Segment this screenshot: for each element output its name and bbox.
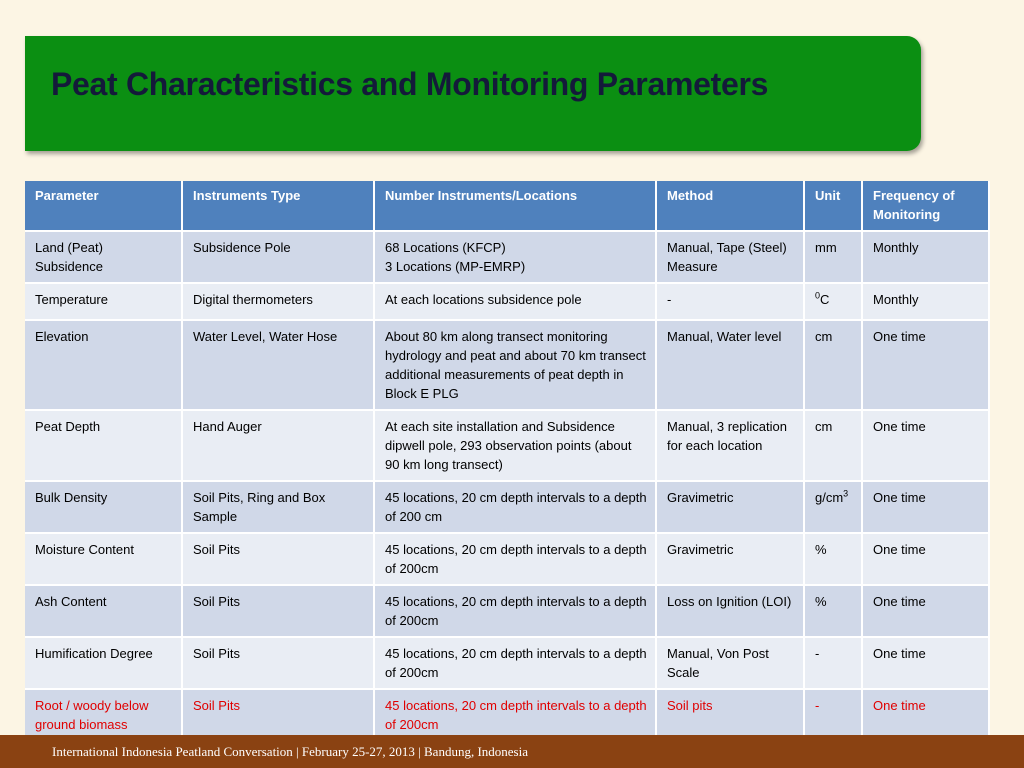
cell-unit [805,482,863,534]
unit-superscript: 0 [815,290,821,301]
cell-locations [375,284,657,321]
cell-method-text: Manual, Tape (Steel) Measure [667,240,787,274]
header-parameter: Parameter [25,181,183,232]
cell-parameter-text: Elevation [35,329,89,344]
table-row [25,284,990,321]
cell-unit [805,284,863,321]
cell-frequency-text: Monthly [873,292,919,307]
unit-text: % [815,594,827,609]
unit-text: cm [815,329,833,344]
cell-parameter-text: Peat Depth [35,419,101,434]
cell-method-text: Gravimetric [667,490,734,505]
cell-locations-text: At each site installation and Subsidence dipwell pole, 293 observation points (about 90 km long transect) [385,419,632,472]
cell-instrument-text: Digital thermometers [193,292,313,307]
cell-instrument-text: Soil Pits [193,698,240,713]
cell-method [657,321,805,411]
cell-unit [805,321,863,411]
unit-text: g/cm [815,490,844,505]
slide-title: Peat Characteristics and Monitoring Parameters [51,66,769,102]
cell-frequency [863,482,990,534]
cell-frequency-text: One time [873,646,926,661]
table-row [25,638,990,690]
cell-frequency-text: One time [873,698,926,713]
cell-parameter [25,284,183,321]
cell-method-text: - [667,292,672,307]
cell-parameter-text: Ash Content [35,594,107,609]
cell-unit [805,638,863,690]
header-instruments-type: Instruments Type [183,181,375,232]
cell-locations [375,411,657,482]
cell-parameter-text: Land (Peat) Subsidence [35,240,103,274]
table-row [25,482,990,534]
header-unit: Unit [805,181,863,232]
cell-frequency-text: One time [873,490,926,505]
cell-instrument [183,534,375,586]
cell-frequency [863,534,990,586]
cell-instrument-text: Soil Pits [193,542,240,557]
cell-parameter [25,586,183,638]
unit-text: - [815,646,820,661]
cell-instrument [183,586,375,638]
cell-method [657,284,805,321]
cell-frequency-text: One time [873,419,926,434]
cell-method [657,534,805,586]
cell-method [657,586,805,638]
cell-locations-text: 45 locations, 20 cm depth intervals to a depth of 200cm [385,594,647,628]
cell-method [657,482,805,534]
cell-instrument-text: Soil Pits [193,646,240,661]
cell-frequency [863,232,990,284]
unit-text: - [815,698,820,713]
cell-frequency [863,411,990,482]
cell-parameter-text: Bulk Density [35,490,108,505]
footer-text: International Indonesia Peatland Conversation | February 25-27, 2013 | Bandung, Indonesia [52,744,528,759]
table-header-row [25,181,990,232]
parameters-table [25,181,990,742]
cell-locations-text: 45 locations, 20 cm depth intervals to a depth of 200cm [385,646,647,680]
footer-bar [0,735,1024,768]
cell-unit [805,534,863,586]
cell-locations-text: 68 Locations (KFCP) 3 Locations (MP-EMRP) [385,240,526,274]
cell-instrument [183,284,375,321]
table-row [25,232,990,284]
unit-text: mm [815,240,837,255]
cell-frequency-text: One time [873,329,926,344]
unit-text: C [820,292,830,307]
cell-parameter-text: Humification Degree [35,646,153,661]
cell-instrument-text: Soil Pits, Ring and Box Sample [193,490,326,524]
cell-method-text: Soil pits [667,698,713,713]
cell-instrument [183,638,375,690]
cell-parameter [25,638,183,690]
cell-method-text: Loss on Ignition (LOI) [667,594,792,609]
cell-locations-text: 45 locations, 20 cm depth intervals to a depth of 200cm [385,542,647,576]
cell-frequency [863,284,990,321]
cell-locations [375,534,657,586]
table-body [25,232,990,742]
cell-parameter [25,411,183,482]
cell-locations [375,482,657,534]
cell-frequency [863,586,990,638]
cell-parameter-text: Moisture Content [35,542,134,557]
cell-method [657,232,805,284]
cell-frequency [863,321,990,411]
cell-instrument-text: Water Level, Water Hose [193,329,338,344]
unit-text: cm [815,419,833,434]
cell-locations [375,586,657,638]
cell-method-text: Manual, 3 replication for each location [667,419,787,453]
cell-frequency-text: One time [873,542,926,557]
cell-instrument-text: Hand Auger [193,419,262,434]
cell-locations-text: At each locations subsidence pole [385,292,582,307]
cell-parameter [25,482,183,534]
cell-method-text: Manual, Von Post Scale [667,646,769,680]
cell-locations [375,232,657,284]
cell-instrument [183,321,375,411]
cell-instrument-text: Soil Pits [193,594,240,609]
cell-method [657,411,805,482]
cell-locations-text: About 80 km along transect monitoring hydrology and peat and about 70 km transect additional measurements of peat depth in Block E PLG [385,329,646,401]
table-row [25,586,990,638]
cell-instrument-text: Subsidence Pole [193,240,291,255]
table-row [25,411,990,482]
cell-instrument [183,482,375,534]
cell-method-text: Gravimetric [667,542,734,557]
cell-parameter [25,534,183,586]
table-row [25,321,990,411]
cell-method-text: Manual, Water level [667,329,782,344]
cell-parameter [25,321,183,411]
cell-instrument [183,232,375,284]
cell-instrument [183,411,375,482]
cell-frequency-text: One time [873,594,926,609]
table-row [25,534,990,586]
unit-text: % [815,542,827,557]
header-method: Method [657,181,805,232]
cell-unit [805,586,863,638]
cell-parameter [25,232,183,284]
cell-locations-text: 45 locations, 20 cm depth intervals to a depth of 200cm [385,698,647,732]
cell-unit [805,411,863,482]
header-number-locations: Number Instruments/Locations [375,181,657,232]
header-frequency: Frequency of Monitoring [863,181,990,232]
cell-locations-text: 45 locations, 20 cm depth intervals to a depth of 200 cm [385,490,647,524]
cell-frequency [863,638,990,690]
cell-unit [805,232,863,284]
cell-locations [375,321,657,411]
unit-superscript: 3 [843,488,849,499]
cell-locations [375,638,657,690]
cell-frequency-text: Monthly [873,240,919,255]
cell-parameter-text: Root / woody below ground biomass [35,698,149,732]
cell-method [657,638,805,690]
cell-parameter-text: Temperature [35,292,108,307]
title-banner [25,36,921,151]
